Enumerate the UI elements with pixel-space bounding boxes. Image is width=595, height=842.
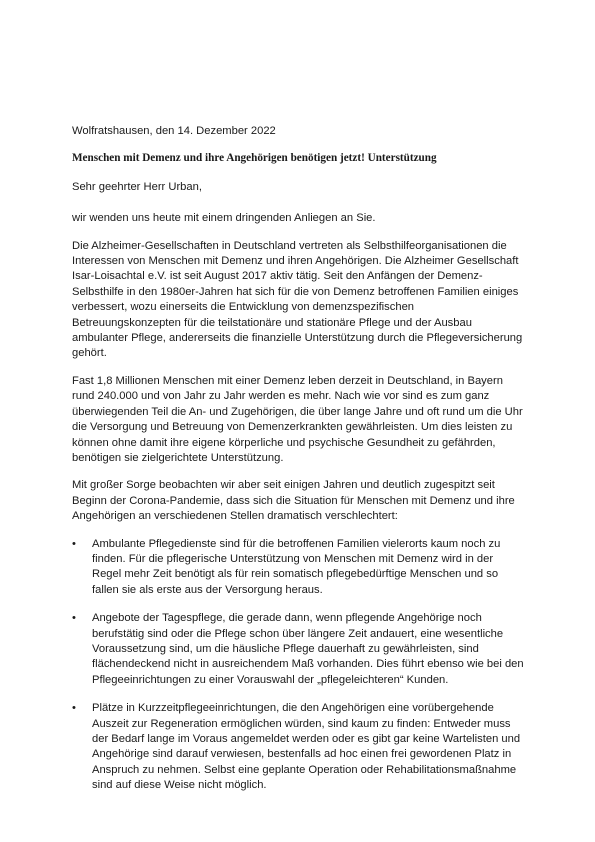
- bullet-marker: •: [72, 612, 76, 625]
- paragraph-concern: Mit großer Sorge beobachten wir aber seit einigen Jahren und deutlich zugespitzt seit Beginn der Corona-Pandemie, dass sich die Situation für Menschen mit Demenz und ihre Angehörigen an verschiedenen Stellen dramatisch verschlechtert:: [72, 479, 515, 523]
- paragraph-statistics: Fast 1,8 Millionen Menschen mit einer Demenz leben derzeit in Deutschland, in Bayern rund 240.000 und von Jahr zu Jahr werden es mehr. Nach wie vor sind es zum ganz überwiegenden Teil die An- und Zugehörigen, die über lange Jahre und oft rund um die Uhr die Versorgung und Betreuung von Demenzerkrankten gewährleisten. Um dies leisten zu können ohne damit ihre eigene körperliche und psychische Gesundheit zu gefährden, benötigen sie zielgerichtete Unterstützung.: [72, 374, 523, 464]
- date-line: Wolfratshausen, den 14. Dezember 2022: [72, 125, 276, 137]
- salutation: Sehr geehrter Herr Urban,: [72, 180, 202, 193]
- paragraph-intro: wir wenden uns heute mit einem dringenden Anliegen an Sie.: [72, 212, 376, 225]
- bullet-list: [72, 537, 524, 794]
- bullet-item-tagespflege: [72, 611, 524, 688]
- subject-line: Menschen mit Demenz und ihre Angehörigen benötigen jetzt! Unterstützung: [72, 152, 437, 165]
- bullet-text: Angebote der Tagespflege, die gerade dann, wenn pflegende Angehörige noch berufstätig sind oder die Pflege schon über längere Zeit andauert, eine wesentliche Voraussetzung sind, um die häusliche Pflege dauerhaft zu gewährleisten, sind flächendeckend nicht in ausreichendem Maß vorhanden. Dies führt ebenso wie bei den Pflegeeinrichtungen zu einer Vorauswahl der „pflegeleichteren“ Kunden.: [92, 612, 524, 686]
- letter-body: [72, 124, 524, 807]
- bullet-text: Ambulante Pflegedienste sind für die betroffenen Familien vielerorts kaum noch zu finden. Für die pflegerische Unterstützung von Menschen mit Demenz wird in der Regel mehr Zeit benötigt als für rein somatisch pflegebedürftige Menschen und so fallen sie als erste aus der Versorgung heraus.: [92, 537, 501, 596]
- paragraph-organization: Die Alzheimer-Gesellschaften in Deutschland vertreten als Selbsthilfeorganisationen die Interessen von Menschen mit Demenz und ihren Angehörigen. Die Alzheimer Gesellschaft Isar-Loisachtal e.V. ist seit August 2017 aktiv tätig. Seit den Anfängen der Demenz-Selbsthilfe in den 1980er-Jahren hat sich für die von Demenz betroffenen Familien einiges verbessert, wozu einerseits die Entwicklung von demenzspezifischen Betreuungskonzepten für die teilstationäre und stationäre Pflege und der Ausbau ambulanter Pflege, andererseits die finanzielle Unterstützung durch die Pflegeversicherung gehört.: [72, 239, 523, 360]
- bullet-marker: •: [72, 537, 76, 550]
- bullet-marker: •: [72, 702, 76, 715]
- bullet-item-kurzzeitpflege: [72, 701, 524, 793]
- bullet-text: Plätze in Kurzzeitpflegeeinrichtungen, die den Angehörigen eine vorübergehende Auszeit zur Regeneration ermöglichen würden, sind kaum zu finden: Entweder muss der Bedarf lange im Voraus angemeldet werden oder es gibt gar keine Wartelisten und Angehörige sind darauf verwiesen, bestenfalls ad hoc einen frei gewordenen Platz in Anspruch zu nehmen. Selbst eine geplante Operation oder Rehabilitationsmaßnahme sind auf diese Weise nicht möglich.: [92, 702, 521, 792]
- bullet-item-ambulante-pflege: [72, 537, 524, 599]
